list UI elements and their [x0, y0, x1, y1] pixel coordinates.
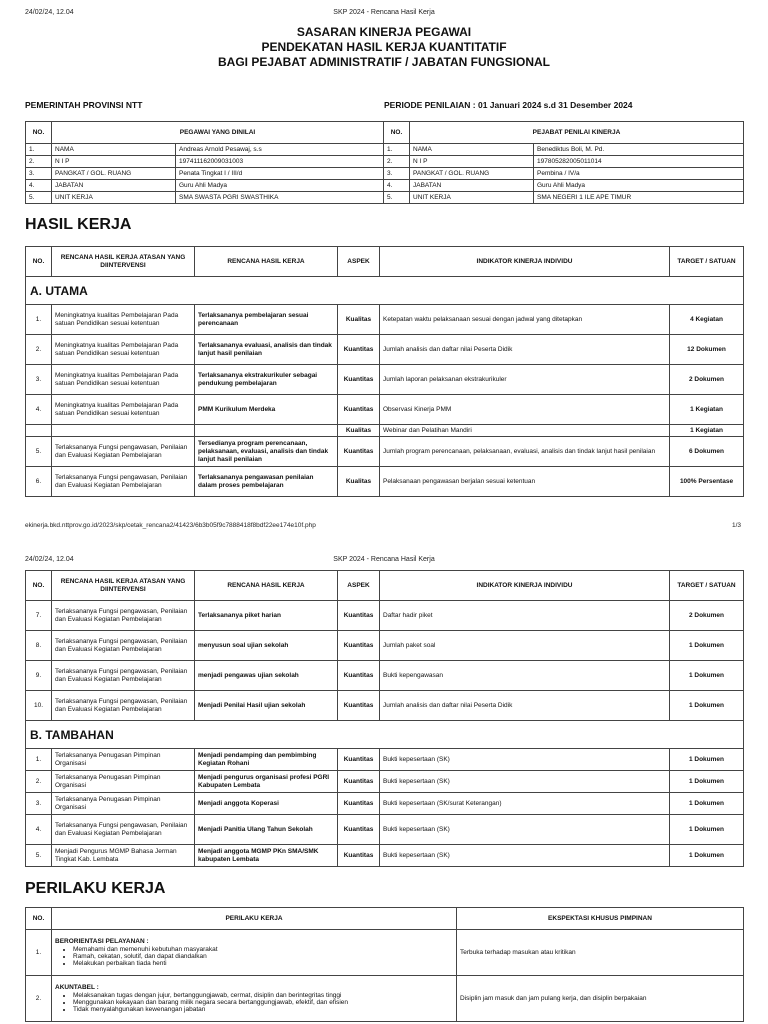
- row-atasan: Terlaksananya Penugasan Pimpinan Organisasi: [52, 771, 195, 793]
- row-no: 2.: [26, 771, 52, 793]
- row-no: 8.: [26, 631, 52, 661]
- row-indikator: Daftar hadir piket: [380, 601, 670, 631]
- row-atasan: Menjadi Pengurus MGMP Bahasa Jerman Tingkat Kab. Lembata: [52, 845, 195, 867]
- table-row: [26, 691, 744, 721]
- row-target: 2 Dokumen: [670, 601, 744, 631]
- row-atasan: Terlaksananya Fungsi pengawasan, Penilaian dan Evaluasi Kegiatan Pembelajaran: [52, 467, 195, 497]
- footer-page-number: 1/3: [732, 522, 742, 529]
- identity-row: [26, 168, 744, 180]
- row-rencana: Terlaksananya evaluasi, analisis dan tindak lanjut hasil penilaian: [195, 335, 338, 365]
- table-row: [26, 793, 744, 815]
- identity-value: SMA SWASTA PGRI SWASTHIKA: [176, 192, 384, 204]
- row-atasan: Terlaksananya Fungsi pengawasan, Penilaian dan Evaluasi Kegiatan Pembelajaran: [52, 631, 195, 661]
- row-no: 5.: [26, 437, 52, 467]
- row-indikator: Bukti kepengawasan: [380, 661, 670, 691]
- row-indikator: Bukti kepesertaan (SK): [380, 845, 670, 867]
- perilaku-list: [55, 992, 453, 1013]
- row-atasan: Terlaksananya Fungsi pengawasan, Penilaian dan Evaluasi Kegiatan Pembelajaran: [52, 437, 195, 467]
- row-rencana: Tersedianya program perencanaan, pelaksanaan, evaluasi, analisis dan tindak lanjut hasil penilaian: [195, 437, 338, 467]
- identity-no-2: 3.: [384, 168, 410, 180]
- perilaku-detail: [52, 930, 457, 976]
- table-row: [26, 815, 744, 845]
- perilaku-rows: [26, 930, 744, 1022]
- table-row: [26, 425, 744, 437]
- perilaku-list-item: • Melaksanakan tugas dengan jujur, bertanggungjawab, cermat, disiplin dan berintegritas tinggi: [73, 992, 453, 999]
- identity-value-2: Guru Ahli Madya: [534, 180, 744, 192]
- row-no: 10.: [26, 691, 52, 721]
- row-target: 1 Dokumen: [670, 631, 744, 661]
- row-atasan: Meningkatnya kualitas Pembelajaran Pada satuan Pendidikan sesuai ketentuan: [52, 365, 195, 395]
- row-aspek: Kuantitas: [338, 601, 380, 631]
- row-atasan: Meningkatnya kualitas Pembelajaran Pada satuan Pendidikan sesuai ketentuan: [52, 335, 195, 365]
- row-aspek: Kuantitas: [338, 691, 380, 721]
- identity-no-2: 1.: [384, 144, 410, 156]
- row-indikator: Jumlah program perencanaan, pelaksanaan, evaluasi, analisis dan tindak lanjut hasil penilaian: [380, 437, 670, 467]
- table-row: [26, 335, 744, 365]
- row-target: 2 Dokumen: [670, 365, 744, 395]
- row-target: 4 Kegiatan: [670, 305, 744, 335]
- perilaku-list-item: • Menggunakan kekayaan dan barang milik negara secara bertanggungjawab, efektif, dan efisien: [73, 999, 453, 1006]
- row-aspek: Kuantitas: [338, 771, 380, 793]
- identity-no: 1.: [26, 144, 52, 156]
- row-target: 1 Dokumen: [670, 815, 744, 845]
- row-target: 1 Kegiatan: [670, 395, 744, 425]
- utama-rows-page-2: [26, 601, 744, 721]
- row-aspek: Kuantitas: [338, 365, 380, 395]
- hk2-atasan-header: RENCANA HASIL KERJA ATASAN YANG DIINTERVENSI: [52, 571, 195, 601]
- hasil-kerja-table-page-2: [25, 570, 744, 867]
- identity-value-2: Pembina / IV/a: [534, 168, 744, 180]
- table-row: [26, 661, 744, 691]
- identity-label: N I P: [52, 156, 176, 168]
- perilaku-row: [26, 930, 744, 976]
- row-aspek: Kuantitas: [338, 749, 380, 771]
- row-rencana: Terlaksananya pembelajaran sesuai perencanaan: [195, 305, 338, 335]
- print-datetime-2: 24/02/24, 12.04: [25, 556, 74, 563]
- row-aspek: Kualitas: [338, 467, 380, 497]
- identity-no-header-2: NO.: [384, 122, 410, 144]
- tambahan-rows: [26, 749, 744, 867]
- row-rencana: Menjadi pengurus organisasi profesi PGRI Kabupaten Lembata: [195, 771, 338, 793]
- section-tambahan: B. TAMBAHAN: [26, 721, 744, 749]
- row-no: 2.: [26, 335, 52, 365]
- identity-no-header: NO.: [26, 122, 52, 144]
- row-atasan: Terlaksananya Fungsi pengawasan, Penilaian dan Evaluasi Kegiatan Pembelajaran: [52, 691, 195, 721]
- table-row: [26, 365, 744, 395]
- row-target: 100% Persentase: [670, 467, 744, 497]
- row-target: 1 Dokumen: [670, 793, 744, 815]
- row-target: 1 Dokumen: [670, 661, 744, 691]
- identity-no: 5.: [26, 192, 52, 204]
- row-atasan: Meningkatnya kualitas Pembelajaran Pada satuan Pendidikan sesuai ketentuan: [52, 395, 195, 425]
- row-indikator: Pelaksanaan pengawasan berjalan sesuai ketentuan: [380, 467, 670, 497]
- row-aspek: Kuantitas: [338, 395, 380, 425]
- row-no: [26, 425, 52, 437]
- table-row: [26, 437, 744, 467]
- identity-value-2: 197805282005011014: [534, 156, 744, 168]
- row-indikator: Bukti kepesertaan (SK/surat Keterangan): [380, 793, 670, 815]
- identity-no: 2.: [26, 156, 52, 168]
- row-aspek: Kuantitas: [338, 631, 380, 661]
- perilaku-no: 1.: [26, 930, 52, 976]
- row-rencana: PMM Kurikulum Merdeka: [195, 395, 338, 425]
- hk-target-header: TARGET / SATUAN: [670, 247, 744, 277]
- row-indikator: Webinar dan Pelatihan Mandiri: [380, 425, 670, 437]
- row-atasan: Terlaksananya Penugasan Pimpinan Organisasi: [52, 793, 195, 815]
- hasil-kerja-heading: HASIL KERJA: [25, 216, 132, 233]
- row-indikator: Jumlah analisis dan daftar nilai Peserta Didik: [380, 691, 670, 721]
- hk2-indikator-header: INDIKATOR KINERJA INDIVIDU: [380, 571, 670, 601]
- hk2-rencana-header: RENCANA HASIL KERJA: [195, 571, 338, 601]
- identity-no: 4.: [26, 180, 52, 192]
- row-target: 1 Kegiatan: [670, 425, 744, 437]
- row-no: 9.: [26, 661, 52, 691]
- row-rencana: Menjadi Penilai Hasil ujian sekolah: [195, 691, 338, 721]
- row-no: 6.: [26, 467, 52, 497]
- table-row: [26, 749, 744, 771]
- row-aspek: Kualitas: [338, 305, 380, 335]
- perilaku-no: 2.: [26, 976, 52, 1022]
- table-row: [26, 771, 744, 793]
- hk2-aspek-header: ASPEK: [338, 571, 380, 601]
- print-datetime: 24/02/24, 12.04: [25, 9, 74, 16]
- row-target: 1 Dokumen: [670, 845, 744, 867]
- row-rencana: [195, 425, 338, 437]
- row-no: 3.: [26, 793, 52, 815]
- row-rencana: Terlaksananya piket harian: [195, 601, 338, 631]
- identity-value-2: Benediktus Boli, M. Pd.: [534, 144, 744, 156]
- row-atasan: Meningkatnya kualitas Pembelajaran Pada satuan Pendidikan sesuai ketentuan: [52, 305, 195, 335]
- identity-row: [26, 144, 744, 156]
- hk2-target-header: TARGET / SATUAN: [670, 571, 744, 601]
- row-no: 3.: [26, 365, 52, 395]
- identity-label: NAMA: [52, 144, 176, 156]
- period: PERIODE PENILAIAN : 01 Januari 2024 s.d 31 Desember 2024: [384, 100, 633, 110]
- pk-ekspektasi-header: EKSPEKTASI KHUSUS PIMPINAN: [457, 908, 744, 930]
- identity-label: PANGKAT / GOL. RUANG: [52, 168, 176, 180]
- row-no: 7.: [26, 601, 52, 631]
- perilaku-list-item: • Memahami dan memenuhi kebutuhan masyarakat: [73, 946, 453, 953]
- row-rencana: Menjadi anggota MGMP PKn SMA/SMK kabupaten Lembata: [195, 845, 338, 867]
- perilaku-row: [26, 976, 744, 1022]
- row-target: 1 Dokumen: [670, 749, 744, 771]
- identity-label: UNIT KERJA: [52, 192, 176, 204]
- hk-no-header: NO.: [26, 247, 52, 277]
- row-target: 12 Dokumen: [670, 335, 744, 365]
- perilaku-ekspektasi: Terbuka terhadap masukan atau kritikan: [457, 930, 744, 976]
- identity-no-2: 2.: [384, 156, 410, 168]
- organization: PEMERINTAH PROVINSI NTT: [25, 100, 143, 110]
- perilaku-detail: [52, 976, 457, 1022]
- row-aspek: Kuantitas: [338, 793, 380, 815]
- row-aspek: Kuantitas: [338, 437, 380, 467]
- identity-left-header: PEGAWAI YANG DINILAI: [52, 122, 384, 144]
- row-indikator: Ketepatan waktu pelaksanaan sesuai dengan jadwal yang ditetapkan: [380, 305, 670, 335]
- title-line-3: BAGI PEJABAT ADMINISTRATIF / JABATAN FUNGSIONAL: [218, 55, 550, 69]
- hk-atasan-header: RENCANA HASIL KERJA ATASAN YANG DIINTERVENSI: [52, 247, 195, 277]
- footer-url: ekinerja.bkd.nttprov.go.id/2023/skp/cetak_rencana2/41423/6b3b05f9c7888418f8bdf22ee174e10f.php: [25, 522, 316, 529]
- row-aspek: Kuantitas: [338, 661, 380, 691]
- row-atasan: [52, 425, 195, 437]
- row-atasan: Terlaksananya Fungsi pengawasan, Penilaian dan Evaluasi Kegiatan Pembelajaran: [52, 815, 195, 845]
- table-row: [26, 601, 744, 631]
- identity-value: Guru Ahli Madya: [176, 180, 384, 192]
- row-aspek: Kualitas: [338, 425, 380, 437]
- identity-value: Andreas Arnold Pesawaj, s.s: [176, 144, 384, 156]
- perilaku-list-item: • Ramah, cekatan, solutif, dan dapat diandalkan: [73, 953, 453, 960]
- print-doc-title-2: SKP 2024 - Rencana Hasil Kerja: [333, 556, 435, 563]
- row-rencana: Menjadi anggota Koperasi: [195, 793, 338, 815]
- table-row: [26, 631, 744, 661]
- perilaku-list: [55, 946, 453, 967]
- identity-row: [26, 192, 744, 204]
- identity-label-2: NAMA: [410, 144, 534, 156]
- row-rencana: menjadi pengawas ujian sekolah: [195, 661, 338, 691]
- row-atasan: Terlaksananya Penugasan Pimpinan Organisasi: [52, 749, 195, 771]
- identity-right-header: PEJABAT PENILAI KINERJA: [410, 122, 744, 144]
- row-aspek: Kuantitas: [338, 335, 380, 365]
- table-row: [26, 305, 744, 335]
- identity-value: 197411162009031003: [176, 156, 384, 168]
- row-indikator: Bukti kepesertaan (SK): [380, 815, 670, 845]
- table-row: [26, 845, 744, 867]
- row-rencana: menyusun soal ujian sekolah: [195, 631, 338, 661]
- row-indikator: Observasi Kinerja PMM: [380, 395, 670, 425]
- row-indikator: Jumlah paket soal: [380, 631, 670, 661]
- table-row: [26, 395, 744, 425]
- print-doc-title: SKP 2024 - Rencana Hasil Kerja: [333, 9, 435, 16]
- identity-value-2: SMA NEGERI 1 ILE APE TIMUR: [534, 192, 744, 204]
- pk-no-header: NO.: [26, 908, 52, 930]
- row-rencana: Menjadi pendamping dan pembimbing Kegiatan Rohani: [195, 749, 338, 771]
- hk-rencana-header: RENCANA HASIL KERJA: [195, 247, 338, 277]
- row-no: 4.: [26, 815, 52, 845]
- utama-rows-page-1: [26, 305, 744, 497]
- identity-row: [26, 180, 744, 192]
- identity-label-2: N I P: [410, 156, 534, 168]
- row-rencana: Terlaksananya pengawasan penilaian dalam proses pembelajaran: [195, 467, 338, 497]
- identity-label: JABATAN: [52, 180, 176, 192]
- row-indikator: Jumlah analisis dan daftar nilai Peserta Didik: [380, 335, 670, 365]
- row-rencana: Menjadi Panitia Ulang Tahun Sekolah: [195, 815, 338, 845]
- identity-label-2: JABATAN: [410, 180, 534, 192]
- row-no: 1.: [26, 305, 52, 335]
- identity-table: [25, 121, 744, 204]
- row-target: 6 Dokumen: [670, 437, 744, 467]
- section-utama: A. UTAMA: [26, 277, 744, 305]
- identity-row: [26, 156, 744, 168]
- identity-label-2: PANGKAT / GOL. RUANG: [410, 168, 534, 180]
- row-no: 1.: [26, 749, 52, 771]
- row-indikator: Bukti kepesertaan (SK): [380, 771, 670, 793]
- row-target: 1 Dokumen: [670, 771, 744, 793]
- perilaku-title: BERORIENTASI PELAYANAN :: [55, 938, 149, 945]
- perilaku-kerja-heading: PERILAKU KERJA: [25, 880, 166, 897]
- row-indikator: Jumlah laporan pelaksanan ekstrakurikuler: [380, 365, 670, 395]
- perilaku-list-item: • Tidak menyalahgunakan kewenangan jabatan: [73, 1006, 453, 1013]
- row-aspek: Kuantitas: [338, 845, 380, 867]
- row-atasan: Terlaksananya Fungsi pengawasan, Penilaian dan Evaluasi Kegiatan Pembelajaran: [52, 601, 195, 631]
- perilaku-ekspektasi: Disiplin jam masuk dan jam pulang kerja, dan disiplin berpakaian: [457, 976, 744, 1022]
- row-indikator: Bukti kepesertaan (SK): [380, 749, 670, 771]
- identity-value: Penata Tingkat I / III/d: [176, 168, 384, 180]
- hk2-no-header: NO.: [26, 571, 52, 601]
- perilaku-list-item: • Melakukan perbaikan tiada henti: [73, 960, 453, 967]
- identity-no-2: 4.: [384, 180, 410, 192]
- hk-indikator-header: INDIKATOR KINERJA INDIVIDU: [380, 247, 670, 277]
- row-rencana: Terlaksananya ekstrakurikuler sebagai pendukung pembelajaran: [195, 365, 338, 395]
- row-no: 5.: [26, 845, 52, 867]
- row-target: 1 Dokumen: [670, 691, 744, 721]
- table-row: [26, 467, 744, 497]
- hk-aspek-header: ASPEK: [338, 247, 380, 277]
- pk-perilaku-header: PERILAKU KERJA: [52, 908, 457, 930]
- row-atasan: Terlaksananya Fungsi pengawasan, Penilaian dan Evaluasi Kegiatan Pembelajaran: [52, 661, 195, 691]
- title-line-1: SASARAN KINERJA PEGAWAI: [296, 25, 472, 39]
- document-title: [0, 25, 768, 70]
- title-line-2: PENDEKATAN HASIL KERJA KUANTITATIF: [261, 40, 507, 54]
- identity-no: 3.: [26, 168, 52, 180]
- hasil-kerja-table-page-1: [25, 246, 744, 497]
- perilaku-kerja-table: [25, 907, 744, 1022]
- identity-no-2: 5.: [384, 192, 410, 204]
- row-no: 4.: [26, 395, 52, 425]
- identity-label-2: UNIT KERJA: [410, 192, 534, 204]
- row-aspek: Kuantitas: [338, 815, 380, 845]
- perilaku-title: AKUNTABEL :: [55, 984, 99, 991]
